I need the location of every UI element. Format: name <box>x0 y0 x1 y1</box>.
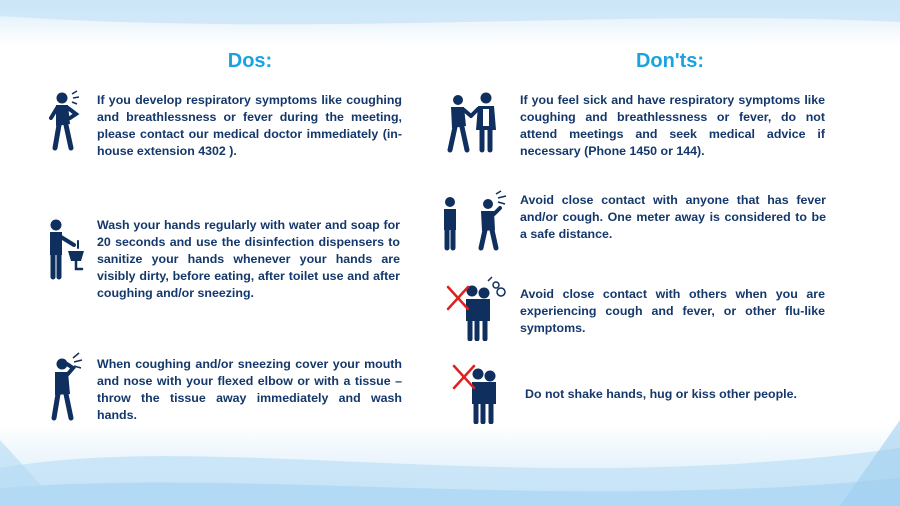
dos-item-hand-washing <box>44 215 406 305</box>
dos-item-respiratory-symptoms-text: If you develop respiratory symptoms like coughing and breathlessness or fever during the meeting, please contact our medical doctor immediately (in-house extension 4302 ). <box>97 93 402 158</box>
dos-item-hand-washing-text: Wash your hands regularly with water and soap for 20 seconds and use the disinfection dispensers to sanitize your hands whenever your hands are visibly dirty, before eating, after toilet use and after coughing and/or sneezing. <box>97 218 400 300</box>
no-close-contact-icon <box>444 275 510 341</box>
donts-item-avoid-contact-when-sick <box>444 275 828 345</box>
donts-title: Don'ts: <box>635 50 705 72</box>
hand-washing-icon <box>44 215 88 281</box>
donts-item-avoid-contact-when-sick-text: Avoid close contact with others when you are experiencing cough and fever, or other flu-like symptoms. <box>520 287 825 335</box>
donts-item-avoid-contact-fever-text: Avoid close contact with anyone that has fever and/or cough. One meter away is considered to be a safe distance. <box>520 193 826 241</box>
donts-item-no-shake-hands-text: Do not shake hands, hug or kiss other people. <box>525 387 797 401</box>
dos-item-cover-cough <box>46 350 406 425</box>
donts-item-avoid-contact-fever <box>438 190 828 252</box>
keep-distance-icon <box>438 190 512 252</box>
donts-item-feel-sick-text: If you feel sick and have respiratory symptoms like coughing and breathlessness or fever, do not attend meetings and seek medical advice if necessary (Phone 1450 or 144). <box>520 93 825 158</box>
donts-item-no-shake-hands <box>452 362 828 424</box>
sick-person-with-doctor-icon <box>444 90 504 154</box>
dos-title: Dos: <box>227 50 273 72</box>
dos-item-respiratory-symptoms <box>46 90 406 160</box>
no-hug-icon <box>452 362 508 424</box>
donts-item-feel-sick <box>444 90 828 160</box>
dos-item-cover-cough-text: When coughing and/or sneezing cover your mouth and nose with your flexed elbow or with a tissue – throw the tissue away immediately and wash hands. <box>97 357 402 422</box>
sneeze-into-elbow-icon <box>46 350 90 422</box>
coughing-person-icon <box>46 90 88 152</box>
